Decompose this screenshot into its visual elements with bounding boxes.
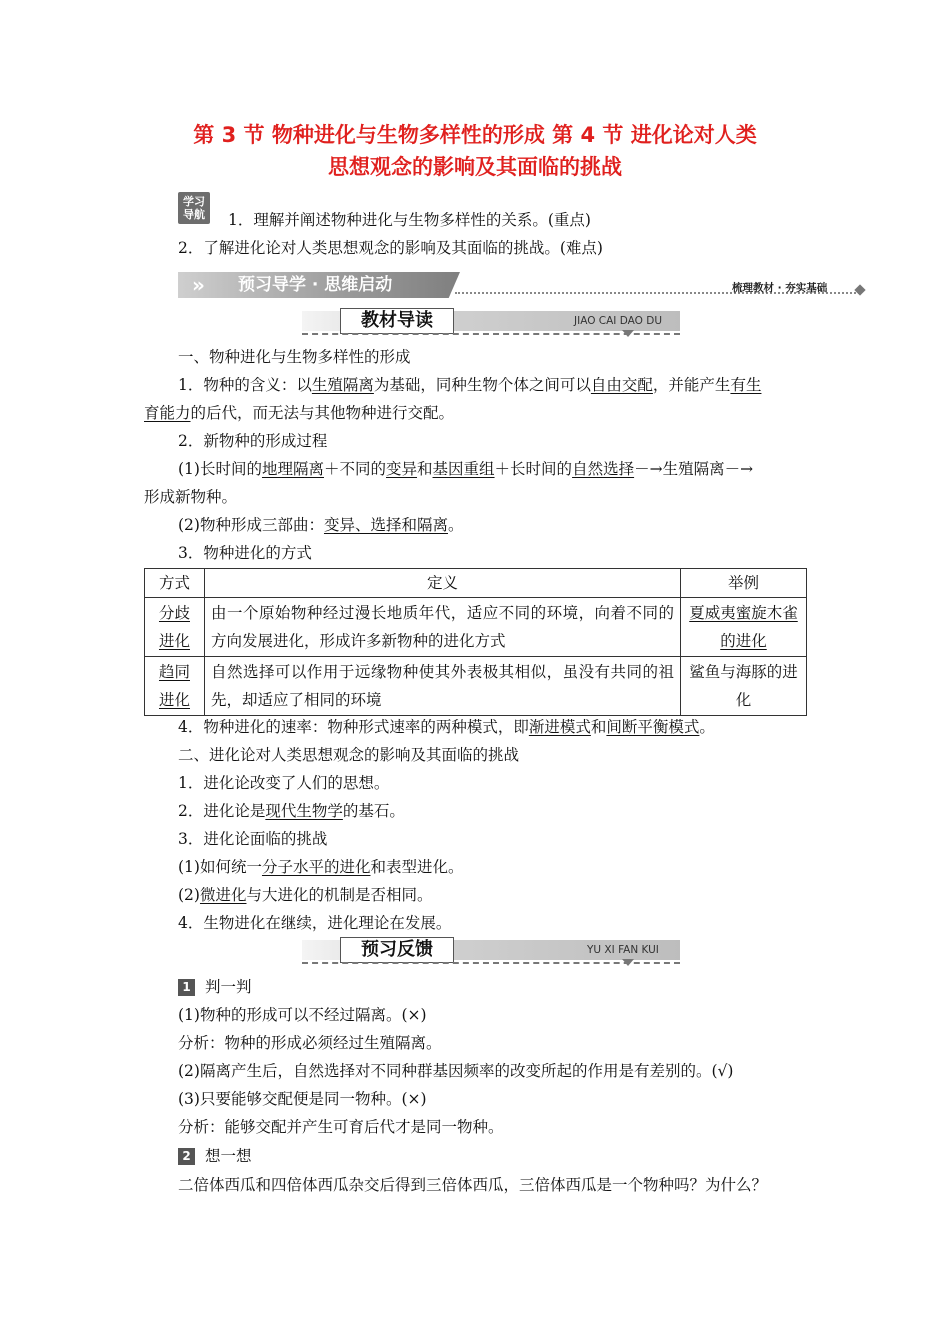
table-row: [145, 657, 807, 716]
text: ＋长时间的: [494, 460, 573, 478]
answer: 变异: [386, 460, 418, 478]
para-1: 1．进化论改变了人们的思想。: [178, 774, 390, 792]
double-chevron-icon: »: [192, 273, 205, 297]
evolution-modes-table: [144, 568, 807, 716]
table-header: 定义: [205, 569, 681, 598]
feedback-q2: (2)隔离产生后，自然选择对不同种群基因频率的改变所起的作用是有差别的。(√): [178, 1062, 734, 1080]
para-process-cont: 形成新物种。: [144, 488, 238, 506]
heading-2: 二、进化论对人类思想观念的影响及其面临的挑战: [178, 746, 520, 764]
text: 1．物种的含义：以: [178, 376, 312, 394]
text: (2): [178, 886, 200, 904]
para-three-steps: [178, 514, 464, 536]
table-header: 方式: [145, 569, 205, 598]
table-cell-mode: [145, 598, 205, 657]
banner-subtitle: 梳理教材 · 夯实基础: [732, 282, 828, 294]
para-species-definition-cont: [144, 402, 454, 424]
answer: 现代生物学: [265, 802, 343, 820]
answer: 基因重组: [432, 460, 495, 478]
text: ＋不同的: [323, 460, 386, 478]
para-3: 3．进化论面临的挑战: [178, 830, 328, 848]
answer: 夏威夷蜜旋木雀的进化: [689, 604, 798, 650]
guide-item-1: 1．理解并阐述物种进化与生物多样性的关系。(重点): [228, 211, 591, 229]
feedback-a1: 分析：物种的形成必须经过生殖隔离。: [178, 1034, 442, 1052]
table-cell-example: 鲨鱼与海豚的进化: [681, 657, 807, 716]
feedback-q3: (3)只要能够交配便是同一物种。(×): [178, 1090, 427, 1108]
text: 的后代，而无法与其他物种进行交配。: [190, 404, 455, 422]
learning-guide-badge: [178, 192, 210, 224]
answer: 趋同进化: [158, 663, 190, 709]
text: 和: [590, 718, 607, 736]
para-species-definition: [178, 374, 761, 396]
banner-title: 预习导学 · 思维启动: [238, 275, 393, 295]
answer: 自由交配: [590, 376, 653, 394]
number-badge-2: 2: [178, 1148, 195, 1165]
guide-item-2: 2．了解进化论对人类思想观念的影响及其面临的挑战。(难点): [178, 239, 603, 257]
table-cell-mode: [145, 657, 205, 716]
table-header-row: [145, 569, 807, 598]
section1-title: 教材导读: [340, 308, 454, 334]
para-process: [178, 458, 753, 480]
answer: 有生: [730, 376, 762, 394]
number-badge-1: 1: [178, 979, 195, 996]
para-3-2: [178, 884, 433, 906]
section2-down-arrow-icon: [622, 959, 634, 966]
answer: 育能力: [144, 404, 191, 422]
feedback-q1: (1)物种的形成可以不经过隔离。(×): [178, 1006, 427, 1024]
answer: 分子水平的进化: [261, 858, 371, 876]
text: ，并能产生: [652, 376, 731, 394]
text: 的基石。: [342, 802, 405, 820]
para-new-species: 2．新物种的形成过程: [178, 432, 328, 450]
text: 2．进化论是: [178, 802, 266, 820]
section1-pinyin: JIAO CAI DAO DU: [574, 315, 663, 327]
text: (1)长时间的: [178, 460, 262, 478]
section2-title: 预习反馈: [340, 937, 454, 963]
table-header: 举例: [681, 569, 807, 598]
badge-line2: 导航: [183, 208, 205, 221]
table-row: [145, 598, 807, 657]
text: (2)物种形成三部曲：: [178, 516, 324, 534]
table-cell-example: [681, 598, 807, 657]
text: 和表型进化。: [370, 858, 464, 876]
text: 和: [417, 460, 433, 478]
answer: 渐进模式: [528, 718, 591, 736]
table-cell-definition: 自然选择可以作用于远缘物种使其外表极其相似，虽没有共同的祖先，却适应了相同的环境: [205, 657, 681, 716]
answer: 微进化: [199, 886, 247, 904]
text: －→生殖隔离－→: [634, 460, 754, 478]
badge-line1: 学习: [183, 195, 205, 208]
para-4: 4．生物进化在继续，进化理论在发展。: [178, 914, 452, 932]
answer: 自然选择: [572, 460, 635, 478]
section2-pinyin: YU XI FAN KUI: [587, 944, 659, 956]
text: 。: [699, 718, 715, 736]
section1-down-arrow-icon: [622, 330, 634, 337]
para-evolution-rate: [178, 716, 715, 738]
para-2: [178, 800, 405, 822]
feedback-heading-2: 想一想: [205, 1147, 252, 1165]
page-title-line2: 思想观念的影响及其面临的挑战: [328, 155, 622, 179]
answer: 地理隔离: [261, 460, 324, 478]
text: (1)如何统一: [178, 858, 262, 876]
para-3-1: [178, 856, 464, 878]
answer: 生殖隔离: [311, 376, 374, 394]
answer: 间断平衡模式: [606, 718, 700, 736]
para-evolution-modes: 3．物种进化的方式: [178, 544, 312, 562]
page-title-line1: 第 3 节 物种进化与生物多样性的形成 第 4 节 进化论对人类: [193, 123, 757, 147]
text: 。: [447, 516, 464, 534]
answer: 变异、选择和隔离: [323, 516, 448, 534]
heading-1: 一、物种进化与生物多样性的形成: [178, 348, 411, 366]
text: 与大进化的机制是否相同。: [246, 886, 433, 904]
answer: 分歧进化: [158, 604, 190, 650]
table-cell-definition: 由一个原始物种经过漫长地质年代，适应不同的环境，向着不同的方向发展进化，形成许多新物种的进化方式: [205, 598, 681, 657]
text: 为基础，同种生物个体之间可以: [373, 376, 591, 394]
text: 4．物种进化的速率：物种形式速率的两种模式，即: [178, 718, 529, 736]
feedback-q4: 二倍体西瓜和四倍体西瓜杂交后得到三倍体西瓜，三倍体西瓜是一个物种吗？为什么？: [178, 1176, 768, 1194]
feedback-a3: 分析：能够交配并产生可育后代才是同一物种。: [178, 1118, 504, 1136]
feedback-heading-1: 判一判: [205, 978, 252, 996]
